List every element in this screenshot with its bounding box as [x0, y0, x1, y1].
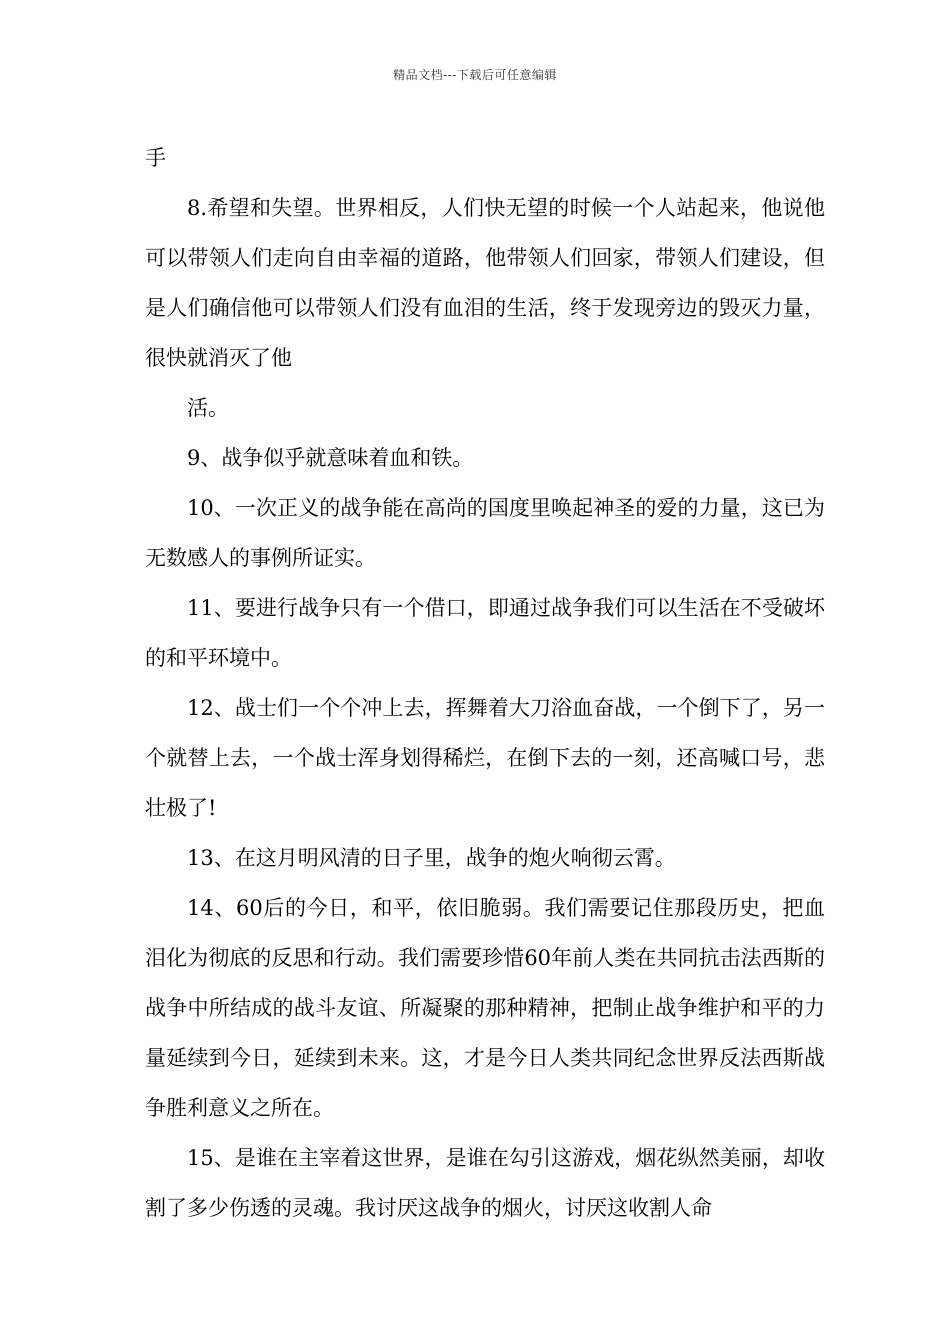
paragraph-9: 14、60后的今日，和平，依旧脆弱。我们需要记住那段历史，把血泪化为彻底的反思和行动。我们需要珍惜60年前人类在共同抗击法西斯的战争中所结成的战斗友谊、所凝聚的那种精神，把制止战争维护和平的力量延续到今日，延续到未来。这，才是今日人类共同纪念世界反法西斯战争胜利意义之所在。	[145, 896, 825, 1120]
paragraph-3: 活。	[187, 396, 229, 420]
page-header: 精品文档---下载后可任意编辑	[393, 68, 557, 82]
paragraph-5: 10、一次正义的战争能在高尚的国度里唤起神圣的爱的力量，这已为无数感人的事例所证实。	[145, 496, 825, 570]
paragraph-8: 13、在这月明风清的日子里，战争的炮火响彻云霄。	[187, 846, 676, 870]
paragraph-10: 15、是谁在主宰着这世界，是谁在勾引这游戏，烟花纵然美丽，却收割了多少伤透的灵魂。我讨厌这战争的烟火，讨厌这收割人命	[145, 1146, 825, 1220]
document-body	[145, 133, 825, 1233]
paragraph-7: 12、战士们一个个冲上去，挥舞着大刀浴血奋战，一个倒下了，另一个就替上去，一个战士浑身划得稀烂，在倒下去的一刻，还高喊口号，悲壮极了!	[145, 696, 825, 820]
paragraph-1: 手	[145, 146, 166, 170]
paragraph-6: 11、要进行战争只有一个借口，即通过战争我们可以生活在不受破坏的和平环境中。	[145, 596, 825, 670]
paragraph-4: 9、战争似乎就意味着血和铁。	[187, 446, 474, 470]
paragraph-2: 8.希望和失望。世界相反，人们快无望的时候一个人站起来，他说他可以带领人们走向自由幸福的道路，他带领人们回家，带领人们建设，但是人们确信他可以带领人们没有血泪的生活，终于发现旁边的毁灭力量，很快就消灭了他	[145, 196, 825, 370]
